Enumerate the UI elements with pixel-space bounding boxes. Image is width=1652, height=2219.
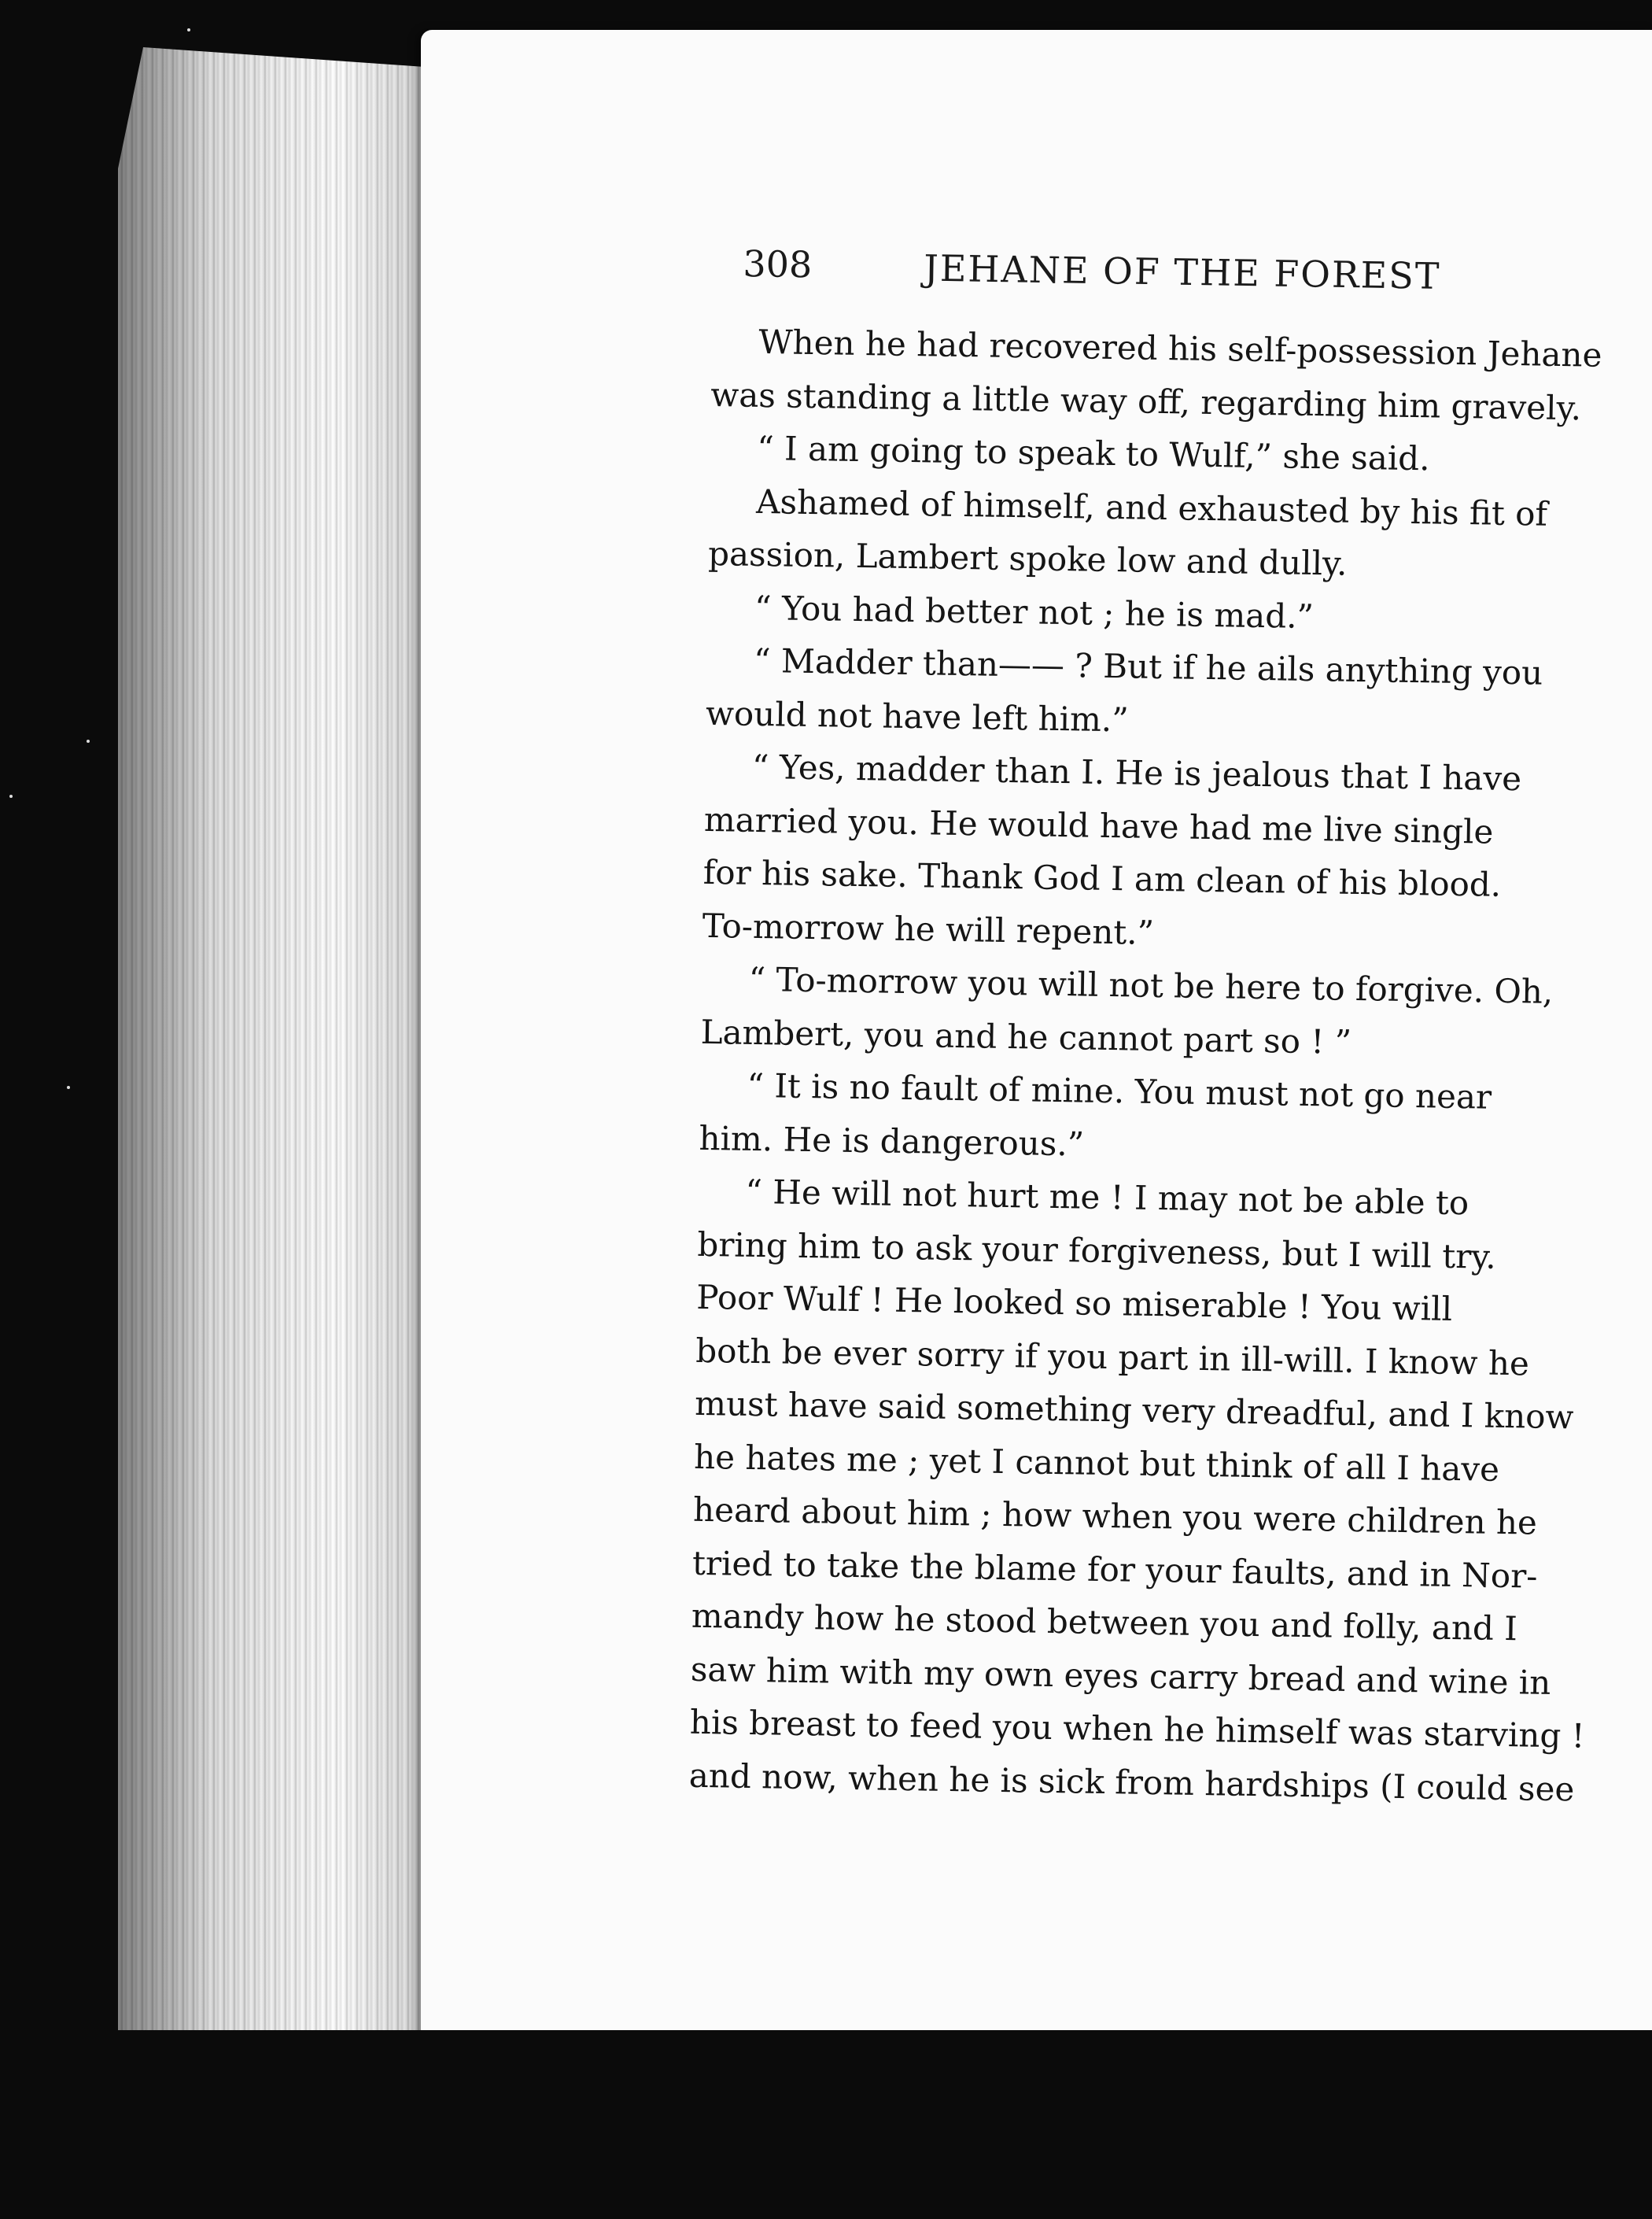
text-line: would not have left him.”	[705, 693, 1130, 739]
running-title: JEHANE OF THE FOREST	[923, 246, 1441, 297]
text-line: “ You had better not ; he is mad.”	[754, 588, 1315, 636]
dust-speck	[87, 740, 90, 743]
text-line: saw him with my own eyes carry bread and wine in	[690, 1649, 1551, 1702]
dust-speck	[187, 28, 190, 31]
text-line: “ I am going to speak to Wulf,” she said.	[756, 428, 1430, 478]
text-line: “ Yes, madder than I. He is jealous that I have	[751, 747, 1522, 799]
text-line: tried to take the blame for your faults, and in Nor-	[691, 1543, 1538, 1596]
text-line: To-morrow he will repent.”	[702, 906, 1155, 952]
dust-speck	[67, 1086, 70, 1089]
body-text	[688, 315, 1652, 1903]
text-line: his breast to feed you when he himself was starving !	[689, 1702, 1585, 1756]
text-line: Ashamed of himself, and exhausted by his fit of	[755, 482, 1548, 534]
text-line: heard about him ; how when you were children he	[692, 1490, 1538, 1542]
text-line: “ It is no fault of mine. You must not go near	[747, 1065, 1492, 1117]
text-line: married you. He would have had me live single	[703, 799, 1494, 851]
page-number: 308	[743, 242, 813, 286]
text-line: “ He will not hurt me ! I may not be able to	[745, 1172, 1469, 1223]
text-line: Poor Wulf ! He looked so miserable ! You will	[696, 1277, 1453, 1328]
page-edges	[118, 47, 433, 2069]
text-line: Lambert, you and he cannot part so ! ”	[700, 1012, 1352, 1062]
text-line: and now, when he is sick from hardships (I could see	[688, 1756, 1575, 1808]
text-line: When he had recovered his self-possession Jehane	[758, 322, 1602, 375]
text-line: “ Madder than—— ? But if he ails anything you	[753, 641, 1543, 692]
text-line: he hates me ; yet I cannot but think of all I have	[693, 1437, 1500, 1489]
text-line: “ To-morrow you will not be here to forgive. Oh,	[748, 959, 1554, 1011]
dust-speck	[9, 795, 13, 798]
text-line: bring him to ask your forgiveness, but I will try.	[697, 1224, 1497, 1276]
text-line: must have said something very dreadful, and I know	[694, 1383, 1574, 1437]
text-line: passion, Lambert spoke low and dully.	[707, 534, 1348, 583]
text-line: both be ever sorry if you part in ill-will. I know he	[695, 1331, 1530, 1383]
text-line: him. He is dangerous.”	[699, 1118, 1085, 1164]
text-line: for his sake. Thank God I am clean of his blood.	[702, 852, 1502, 904]
bottom-shadow	[94, 2030, 1652, 2219]
text-line: was standing a little way off, regarding him gravely.	[710, 375, 1582, 427]
text-line: mandy how he stood between you and folly, and I	[691, 1596, 1518, 1649]
